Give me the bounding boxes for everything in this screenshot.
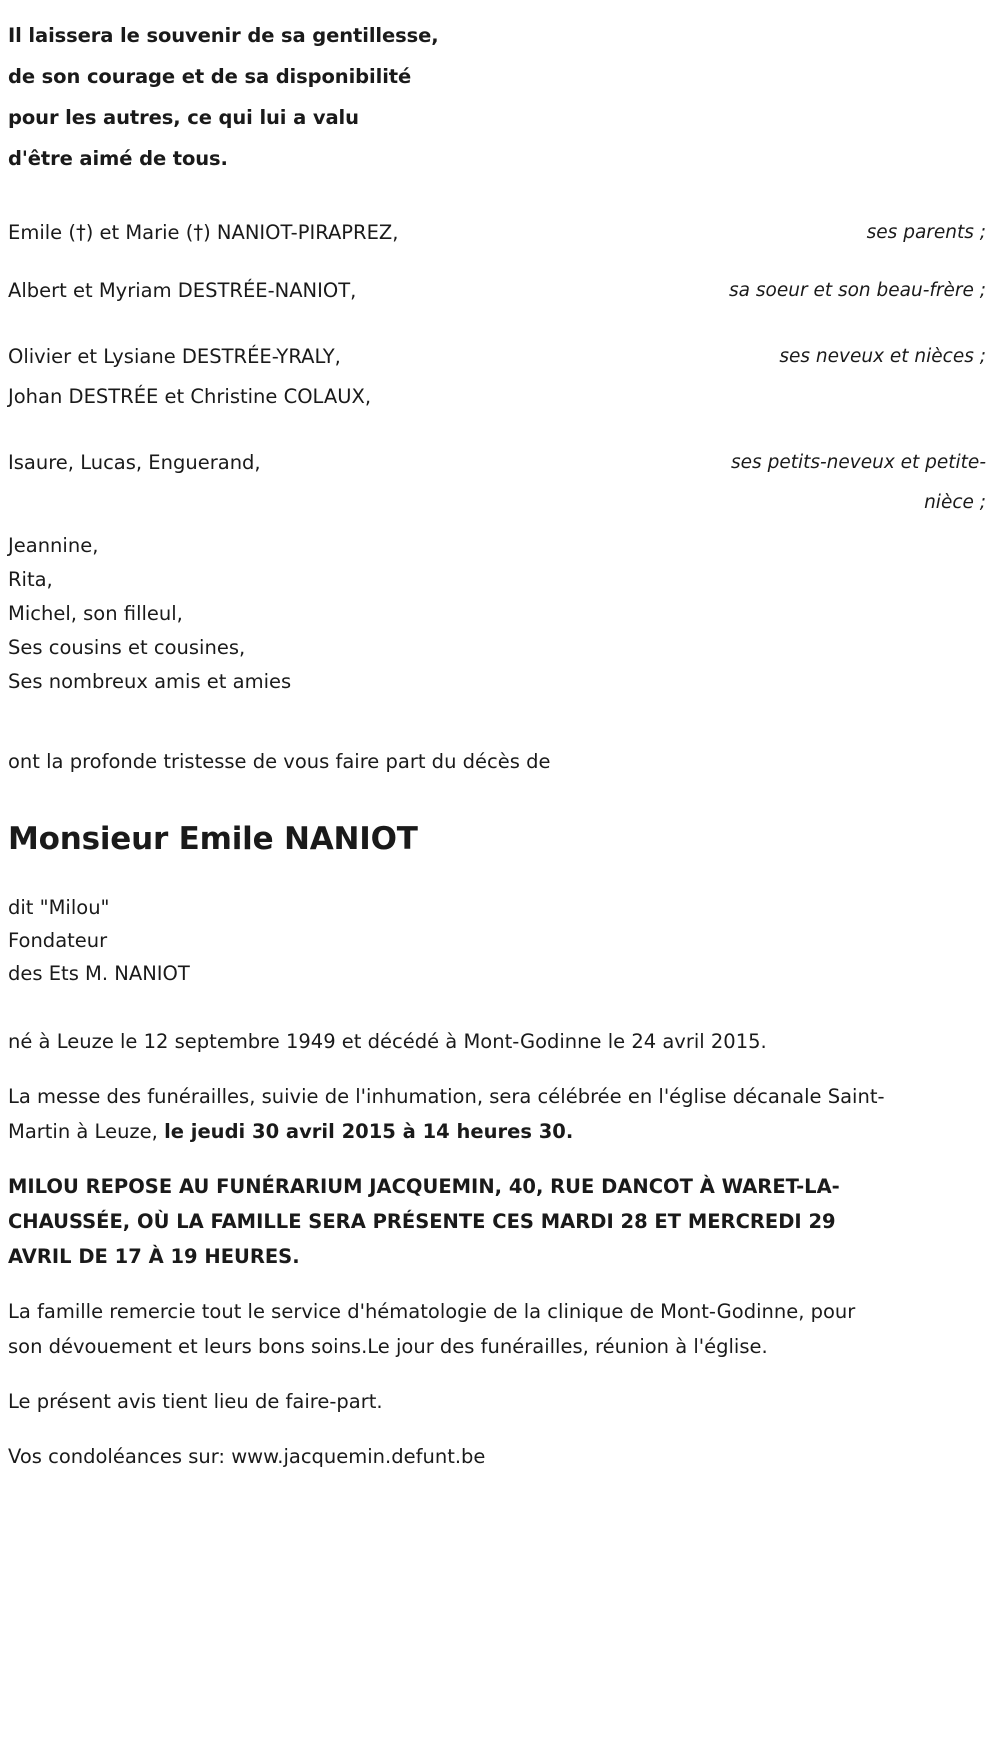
relation-row	[8, 337, 986, 417]
spacer	[8, 417, 986, 443]
spacer	[8, 253, 986, 271]
family-relations-list	[8, 213, 986, 523]
list-item: Ses cousins et cousines,	[8, 636, 246, 659]
relation-label: sa soeur et son beau-frère ;	[729, 280, 986, 301]
deceased-roles	[8, 891, 986, 990]
memorial-verse	[8, 15, 986, 179]
relation-row	[8, 271, 986, 311]
repose-notice: MILOU REPOSE AU FUNÉRARIUM JACQUEMIN, 40, RUE DANCOT À WARET-LA-CHAUSSÉE, OÙ LA FAMILLE SERA PRÉSENTE CES MARDI 28 ET MERCREDI 29 AVRIL DE 17 À 19 HEURES.	[8, 1175, 840, 1268]
relation-names	[8, 271, 356, 311]
relation-names	[8, 213, 399, 253]
mass-datetime: le jeudi 30 avril 2015 à 14 heures 30.	[164, 1120, 574, 1143]
relation-names	[8, 337, 371, 417]
faire-part-notice: Le présent avis tient lieu de faire-part.	[8, 1390, 383, 1413]
relation-label: ses neveux et nièces ;	[779, 346, 986, 367]
other-relatives-list	[8, 529, 986, 699]
birth-death-info: né à Leuze le 12 septembre 1949 et décédé à Mont-Godinne le 24 avril 2015.	[8, 1030, 767, 1053]
deceased-role: Fondateur	[8, 929, 108, 952]
relation-label: ses parents ;	[866, 222, 986, 243]
relation-name: Isaure, Lucas, Enguerand,	[8, 451, 261, 474]
deceased-company: des Ets M. NANIOT	[8, 962, 190, 985]
family-thanks: La famille remercie tout le service d'hématologie de la clinique de Mont-Godinne, pour son dévouement et leurs bons soins.Le jour des funérailles, réunion à l'église.	[8, 1300, 856, 1358]
verse-line: pour les autres, ce qui lui a valu	[8, 106, 359, 129]
funeral-mass-info	[8, 1079, 888, 1149]
relation-names	[8, 443, 261, 483]
deceased-name: Monsieur Emile NANIOT	[8, 821, 418, 857]
relation-name: Albert et Myriam DESTRÉE-NANIOT,	[8, 279, 357, 302]
relation-row	[8, 213, 986, 253]
verse-line: Il laissera le souvenir de sa gentillesse,	[8, 24, 439, 47]
list-item: Rita,	[8, 568, 53, 591]
deceased-nickname: dit "Milou"	[8, 896, 110, 919]
verse-line: de son courage et de sa disponibilité	[8, 65, 412, 88]
relation-name: Emile (†) et Marie (†) NANIOT-PIRAPREZ,	[8, 221, 399, 244]
condolences-link[interactable]: Vos condoléances sur: www.jacquemin.defunt.be	[8, 1445, 486, 1468]
list-item: Jeannine,	[8, 534, 99, 557]
announcement-text: ont la profonde tristesse de vous faire part du décès de	[8, 750, 551, 773]
verse-line: d'être aimé de tous.	[8, 147, 228, 170]
list-item: Michel, son filleul,	[8, 602, 183, 625]
list-item: Ses nombreux amis et amies	[8, 670, 292, 693]
mass-text: La messe des funérailles, suivie de l'inhumation, sera célébrée en l'église décanale Saint-Martin à Leuze,	[8, 1085, 885, 1143]
spacer	[8, 311, 986, 337]
relation-row	[8, 443, 986, 523]
relation-label: ses petits-neveux et petite-nièce ;	[731, 452, 986, 513]
relation-name: Olivier et Lysiane DESTRÉE-YRALY,	[8, 345, 341, 368]
relation-name: Johan DESTRÉE et Christine COLAUX,	[8, 385, 372, 408]
